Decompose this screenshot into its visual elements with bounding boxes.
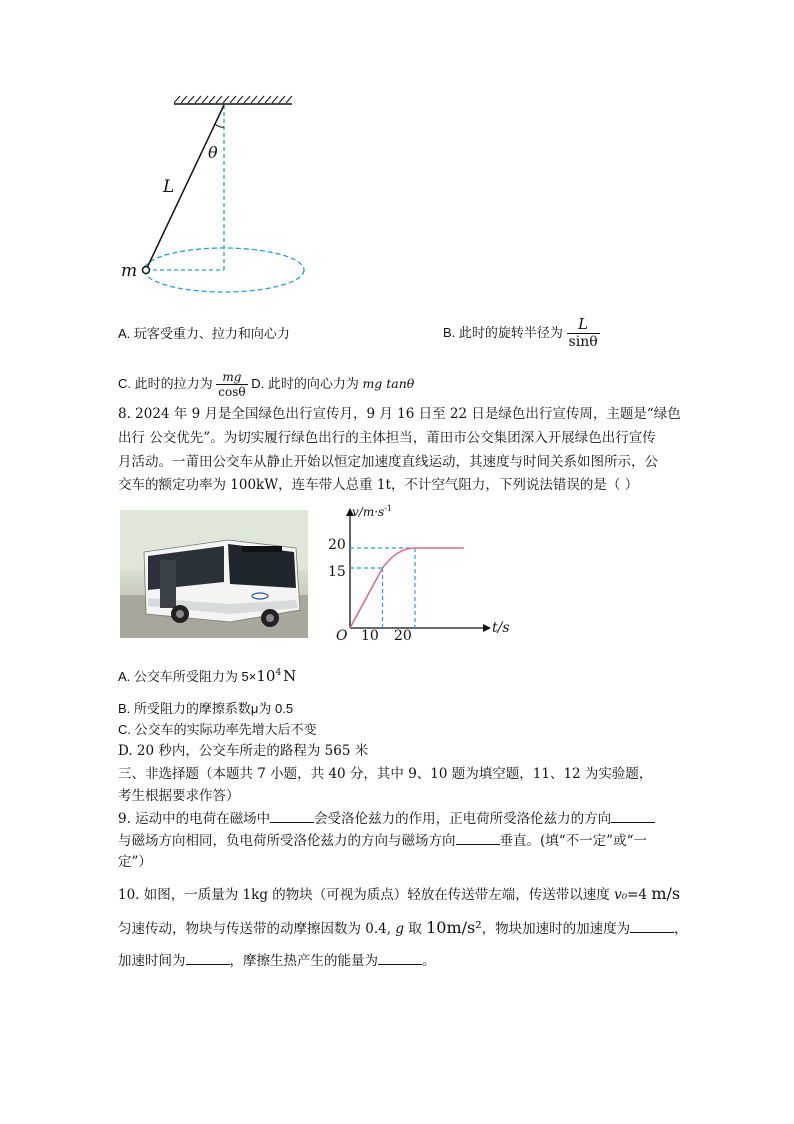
graph-x-tick-20: 20 bbox=[394, 628, 412, 644]
q10-velocity-unit: m/s bbox=[651, 884, 681, 903]
q10-line-1 bbox=[118, 884, 680, 905]
theta-label: θ bbox=[208, 143, 218, 162]
graph-x-tick-10: 10 bbox=[361, 628, 379, 644]
graph-origin-label: O bbox=[336, 628, 348, 644]
length-label: L bbox=[163, 177, 175, 197]
q8-option-a-text: A. 公交车所受阻力为 5× bbox=[118, 669, 257, 684]
fraction-numerator: L bbox=[578, 315, 589, 333]
y-axis-label-text: v/m·s bbox=[352, 505, 385, 519]
q8-line-1: 8. 2024 年 9 月是全国绿色出行宣传月，9 月 16 日至 22 日是绿色出行宣传周，主题是“绿色 bbox=[118, 406, 681, 422]
q7-option-c-text: C. 此时的拉力为 bbox=[118, 375, 213, 391]
bus-photo bbox=[120, 510, 308, 638]
x-axis-arrow bbox=[483, 624, 491, 632]
q10-g-value: 10m/s² bbox=[426, 918, 482, 937]
section-3-line-1: 三、非选择题（本题共 7 小题，共 40 分，其中 9、10 题为填空题，11、12 为实验题， bbox=[118, 766, 653, 782]
q10-text-3b: ，摩擦生热产生的能量为 bbox=[229, 953, 378, 969]
q10-line-2 bbox=[118, 918, 688, 939]
q8-option-d: D. 20 秒内，公交车所走的路程为 565 米 bbox=[118, 743, 369, 759]
graph-x-axis-label: t/s bbox=[492, 620, 510, 636]
q9-text-2a: 与磁场方向相同，负电荷所受洛伦兹力的方向与磁场方向 bbox=[118, 833, 456, 849]
power-exponent: 4 bbox=[275, 668, 282, 678]
answer-blank[interactable] bbox=[630, 918, 674, 933]
q7-option-d-text: D. 此时的向心力为 bbox=[251, 375, 359, 391]
q8-line-2: 出行 公交优先”。为切实履行绿色出行的主体担当，莆田市公交集团深入开展绿色出行宣传 bbox=[118, 430, 656, 446]
q10-text-2a: 匀速传动，物块与传送带的动摩擦因数为 0.4, bbox=[118, 921, 392, 937]
q7-option-c-fraction bbox=[216, 370, 247, 399]
q10-text-3c: 。 bbox=[422, 953, 436, 969]
q7-option-a: A. 玩客受重力、拉力和向心力 bbox=[118, 326, 290, 341]
q10-g-var: g bbox=[395, 921, 405, 937]
q10-text-2d: ， bbox=[674, 921, 688, 937]
fraction-numerator: mg bbox=[222, 370, 242, 384]
q9-line-3: 定”） bbox=[118, 854, 152, 870]
graph-y-axis-label bbox=[352, 504, 392, 519]
q7-option-c-d bbox=[118, 370, 414, 399]
answer-blank[interactable] bbox=[456, 830, 500, 845]
q8-option-c: C. 公交车的实际功率先增大后不变 bbox=[118, 722, 317, 737]
q9-text-1a: 9. 运动中的电荷在磁场中 bbox=[118, 811, 271, 827]
q10-text-2b: 取 bbox=[408, 921, 422, 937]
power-base: 10 bbox=[256, 667, 276, 685]
q10-text-3a: 加速时间为 bbox=[118, 953, 186, 969]
q9-text-1b: 会受洛伦兹力的作用，正电荷所受洛伦兹力的方向 bbox=[314, 811, 612, 827]
q7-option-b-fraction bbox=[567, 316, 600, 351]
q9-line-1 bbox=[118, 808, 655, 829]
q8-option-a bbox=[118, 666, 296, 685]
bus-illustration bbox=[120, 510, 308, 638]
velocity-curve bbox=[350, 548, 464, 628]
q7-option-d-expr: mg tanθ bbox=[362, 375, 415, 391]
graph-y-tick-15: 15 bbox=[328, 564, 346, 580]
q10-velocity-var: v₀ bbox=[614, 887, 628, 903]
q7-option-b-text: B. 此时的旋转半径为 bbox=[443, 324, 563, 340]
section-3-line-2: 考生根据要求作答） bbox=[118, 788, 240, 804]
q9-line-2 bbox=[118, 830, 647, 851]
q10-text-1a: 10. 如图，一质量为 1kg 的物块（可视为质点）轻放在传送带左端，传送带以速度 bbox=[118, 887, 610, 903]
graph-y-tick-20: 20 bbox=[328, 537, 346, 553]
q10-velocity-val: =4 bbox=[627, 887, 648, 903]
q10-text-2c: ，物块加速时的加速度为 bbox=[481, 921, 631, 937]
q8-line-4: 交车的额定功率为 100kW，连车带人总重 1t，不计空气阻力，下列说法错误的是（ ） bbox=[118, 477, 639, 493]
q10-line-3 bbox=[118, 950, 436, 971]
q8-option-a-power bbox=[256, 667, 281, 685]
fraction-denominator: cosθ bbox=[218, 385, 246, 399]
q8-option-a-unit: N bbox=[283, 667, 297, 685]
q8-option-b: B. 所受阻力的摩擦系数μ为 0.5 bbox=[118, 701, 294, 716]
mass-label: m bbox=[121, 261, 138, 281]
q9-text-2b: 垂直。(填“不一定”或“一 bbox=[499, 833, 647, 849]
q8-line-3: 月活动。一莆田公交车从静止开始以恒定加速度直线运动，其速度与时间关系如图所示，公 bbox=[118, 454, 658, 470]
q7-option-b bbox=[443, 316, 600, 351]
fraction-denominator: sinθ bbox=[568, 334, 598, 350]
conical-pendulum-diagram bbox=[110, 90, 330, 300]
answer-blank[interactable] bbox=[611, 808, 655, 823]
answer-blank[interactable] bbox=[270, 808, 314, 823]
answer-blank[interactable] bbox=[186, 950, 230, 965]
answer-blank[interactable] bbox=[378, 950, 422, 965]
y-axis-label-exponent: -1 bbox=[384, 504, 392, 513]
